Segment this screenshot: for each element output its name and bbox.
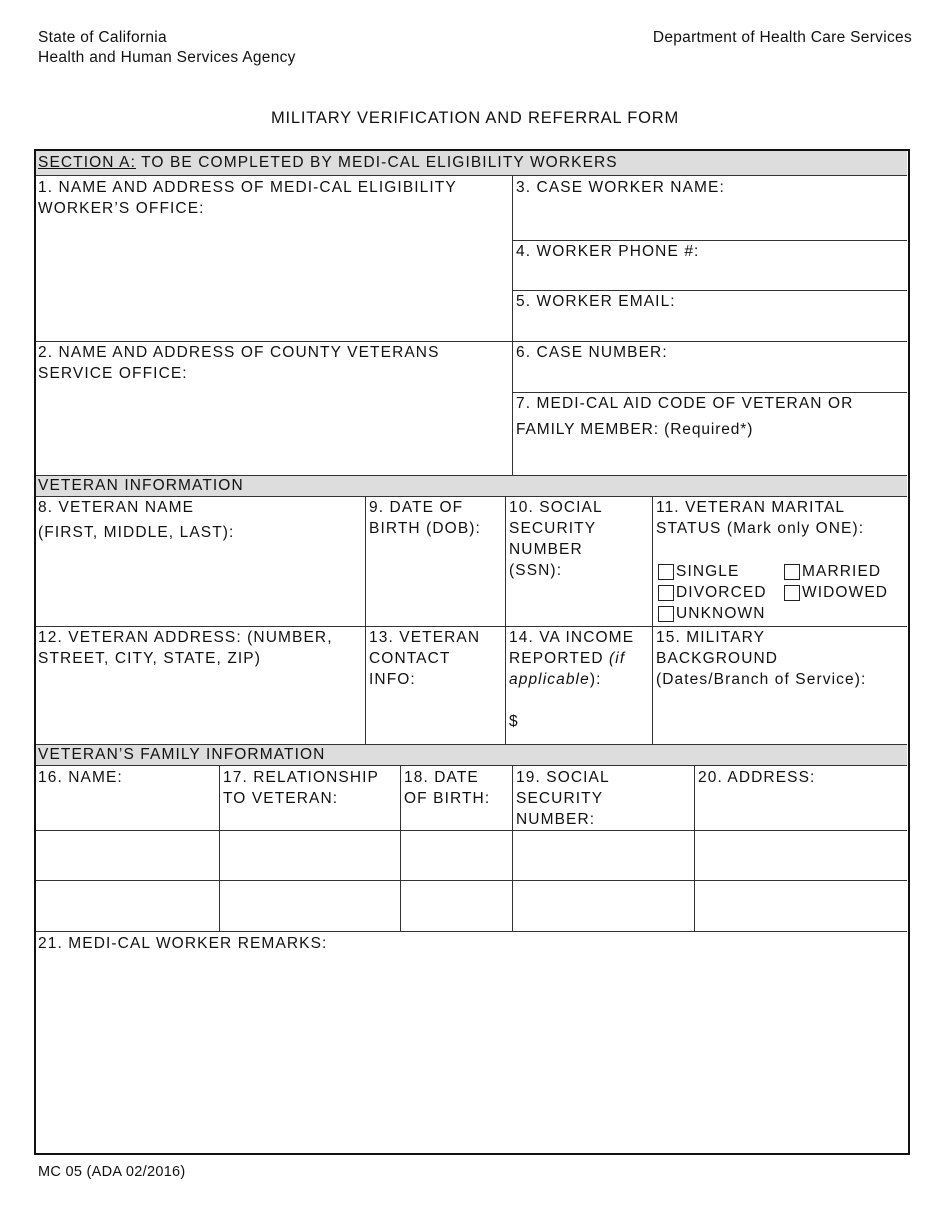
veteran-info-heading: VETERAN INFORMATION [38,477,244,494]
aid-code-input[interactable] [513,443,907,474]
column-19-label: 19. SOCIAL SECURITY NUMBER: [516,769,610,828]
unknown-label: UNKNOWN [676,605,766,622]
field-8-label-line1: 8. VETERAN NAME [38,499,195,516]
field-13-label: 13. VETERAN CONTACT INFO: [369,629,481,688]
dollar-sign: $ [509,713,519,730]
field-8-label-line2: (FIRST, MIDDLE, LAST): [38,524,235,541]
field-14-colon: ): [589,671,602,688]
field-14-label-line1: 14. VA INCOME [509,629,635,646]
family-row-2-relationship[interactable] [220,881,399,930]
field-12-label: 12. VETERAN ADDRESS: (NUMBER, STREET, CITY, STATE, ZIP) [38,629,333,667]
form-number: MC 05 (ADA 02/2016) [38,1164,186,1180]
family-row-1-ssn[interactable] [513,831,693,879]
field-7-label-line1: 7. MEDI-CAL AID CODE OF VETERAN OR [516,395,854,412]
field-14-label-line3 [509,669,601,690]
field-1-input[interactable] [36,219,511,340]
unknown-checkbox[interactable] [658,606,674,622]
remarks-input[interactable] [36,957,907,1152]
field-11-label: 11. VETERAN MARITAL STATUS (Mark only ONE): [656,499,865,537]
family-row-1-name[interactable] [36,831,218,879]
veteran-dob-input[interactable] [366,541,504,625]
agency-name: Health and Human Services Agency [38,49,296,66]
field-10-label: 10. SOCIAL SECURITY NUMBER (SSN): [509,499,603,579]
field-14-label-line2 [509,648,625,669]
widowed-label: WIDOWED [802,584,889,601]
veteran-name-input[interactable] [36,546,364,625]
field-21-label: 21. MEDI-CAL WORKER REMARKS: [38,935,328,952]
field-14-reported: REPORTED [509,650,610,667]
family-row-1-relationship[interactable] [220,831,399,879]
divorced-label: DIVORCED [676,584,767,601]
case-number-input[interactable] [513,364,907,391]
veteran-address-input[interactable] [36,671,364,743]
worker-email-input[interactable] [513,313,907,340]
case-worker-name-input[interactable] [513,199,907,239]
family-row-2-dob[interactable] [401,881,511,930]
rule [36,765,907,766]
field-6-label: 6. CASE NUMBER: [516,344,668,361]
field-5-label: 5. WORKER EMAIL: [516,293,676,310]
rule [36,931,907,932]
column-18-label: 18. DATE OF BIRTH: [404,769,491,807]
department-name: Department of Health Care Services [652,29,912,46]
military-background-input[interactable] [653,691,907,743]
section-a-title: TO BE COMPLETED BY MEDI-CAL ELIGIBILITY WORKERS [136,154,618,171]
rule [36,175,907,176]
field-2-label: 2. NAME AND ADDRESS OF COUNTY VETERANS SERVICE OFFICE: [38,344,440,382]
married-label: MARRIED [802,563,882,580]
va-income-input[interactable] [522,709,650,743]
field-3-label: 3. CASE WORKER NAME: [516,179,725,196]
section-a-heading [38,152,618,173]
field-4-label: 4. WORKER PHONE #: [516,243,700,260]
family-row-2-name[interactable] [36,881,218,930]
field-15-label: 15. MILITARY BACKGROUND (Dates/Branch of Service): [656,629,867,688]
field-14-if: (if [609,650,626,667]
state-name: State of California [38,29,167,46]
field-2-input[interactable] [36,385,511,474]
field-9-label: 9. DATE OF BIRTH (DOB): [369,499,481,537]
referral-form [34,149,910,1155]
field-7-label-line2: FAMILY MEMBER: (Required*) [516,421,754,438]
column-16-label: 16. NAME: [38,769,123,786]
section-a-prefix: SECTION A: [38,154,136,171]
family-row-2-address[interactable] [695,881,907,930]
widowed-checkbox[interactable] [784,585,800,601]
single-checkbox[interactable] [658,564,674,580]
family-row-1-address[interactable] [695,831,907,879]
form-title: MILITARY VERIFICATION AND REFERRAL FORM [270,109,679,127]
field-1-label: 1. NAME AND ADDRESS OF MEDI-CAL ELIGIBILITY WORKER’S OFFICE: [38,179,457,217]
veteran-contact-input[interactable] [366,691,504,743]
field-14-applicable: applicable [509,671,590,688]
family-row-1-dob[interactable] [401,831,511,879]
veteran-ssn-input[interactable] [506,583,651,625]
family-info-heading: VETERAN’S FAMILY INFORMATION [38,746,326,763]
single-label: SINGLE [676,563,740,580]
family-row-2-ssn[interactable] [513,881,693,930]
divorced-checkbox[interactable] [658,585,674,601]
worker-phone-input[interactable] [513,263,907,289]
married-checkbox[interactable] [784,564,800,580]
column-20-label: 20. ADDRESS: [698,769,816,786]
column-17-label: 17. RELATIONSHIP TO VETERAN: [223,769,379,807]
